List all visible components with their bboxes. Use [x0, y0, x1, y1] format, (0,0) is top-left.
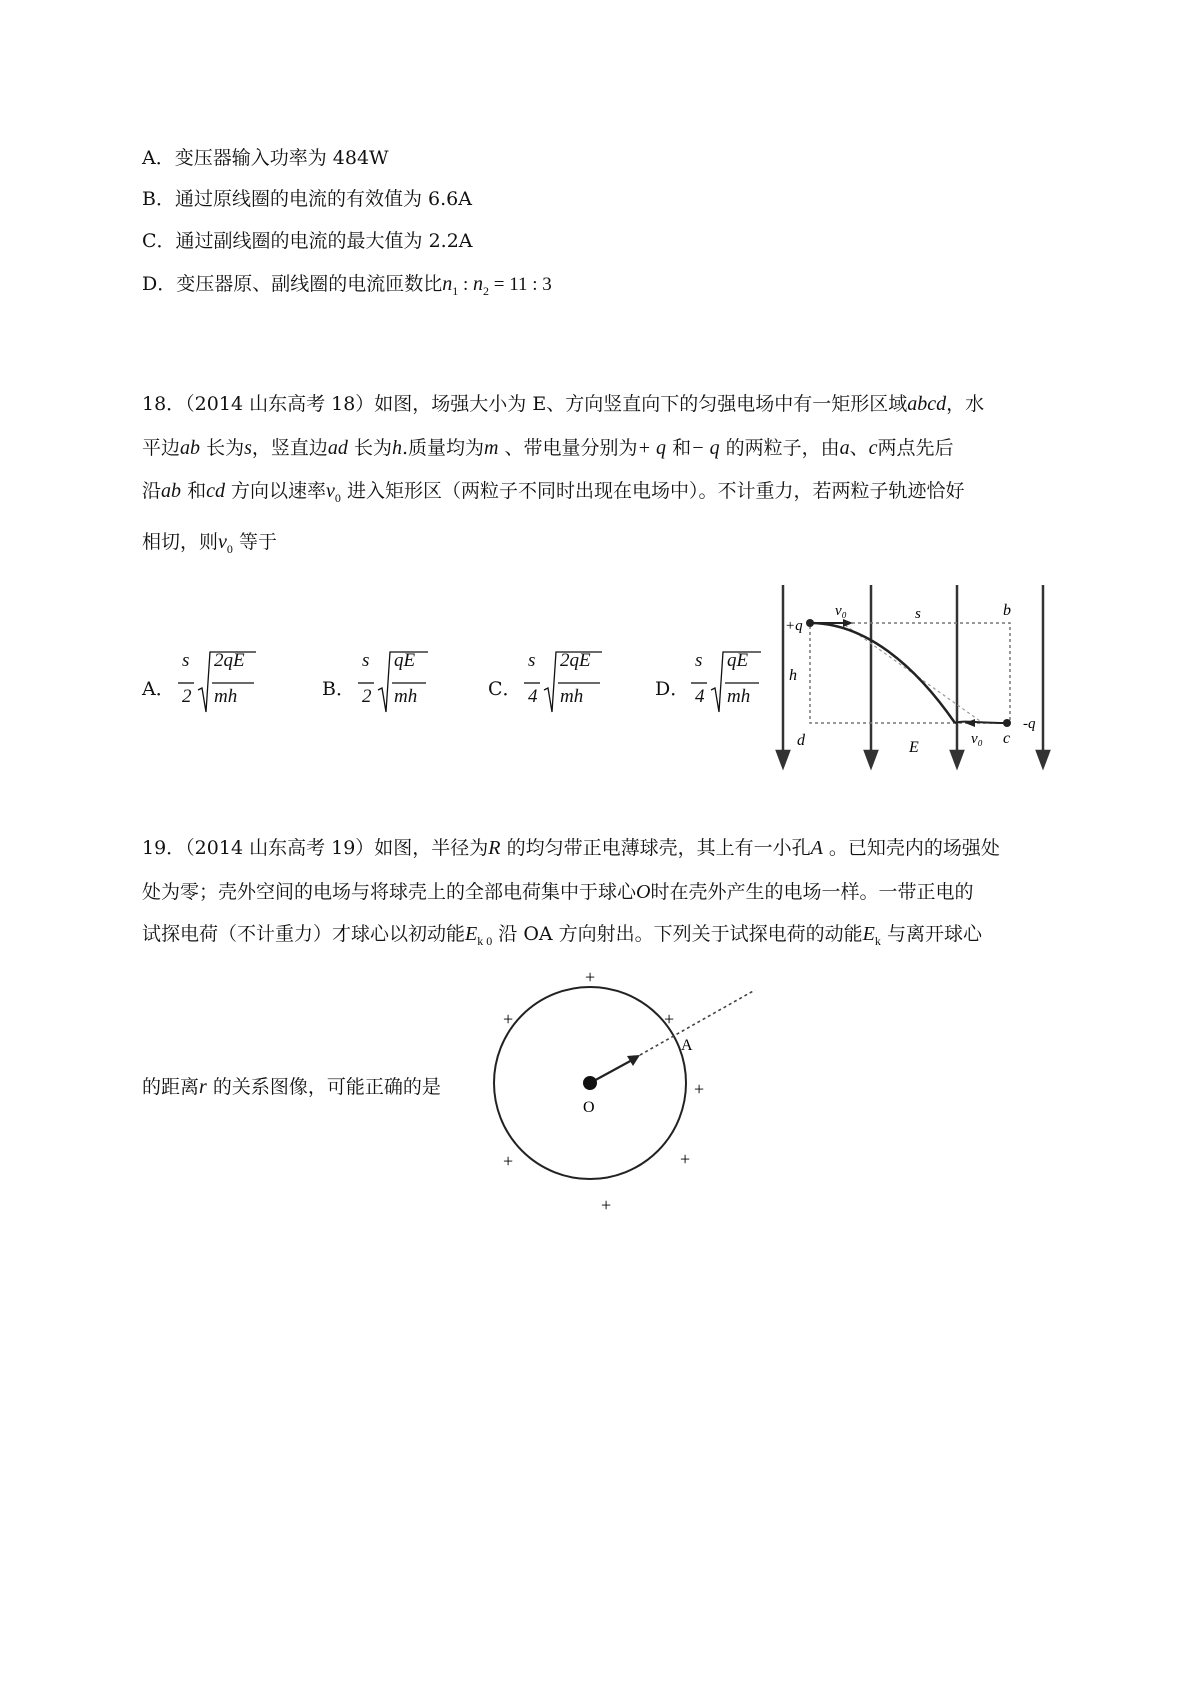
text: 沿 OA 方向射出。下列关于试探电荷的动能: [498, 923, 863, 945]
var-Ek: E: [862, 923, 875, 945]
choice-label: A．: [142, 678, 175, 700]
var-A: A: [810, 837, 823, 859]
var-a: a: [839, 437, 850, 459]
text: 长为: [206, 437, 245, 459]
q17-option-b: B．通过原线圈的电流的有效值为 6.6A: [142, 188, 472, 210]
choice-label: B．: [322, 678, 355, 700]
q17-option-c: C．通过副线圈的电流的最大值为 2.2A: [142, 230, 473, 252]
label-c: c: [1003, 730, 1011, 747]
radicand-denominator: mh: [560, 686, 584, 707]
label-O: O: [583, 1099, 595, 1116]
ratio-value: = 11 : 3: [489, 274, 552, 295]
text: 相切，则: [142, 531, 219, 553]
choice-label: C．: [488, 678, 522, 700]
var-m: m: [484, 437, 499, 459]
radicand-numerator: qE: [394, 650, 416, 671]
text: 长为: [353, 437, 392, 459]
q17-option-a: A．变压器输入功率为 484W: [142, 147, 389, 169]
plus-sign: +: [680, 1149, 691, 1169]
trajectory-minus-q: [955, 722, 1007, 723]
var-ab: ab: [180, 437, 201, 459]
text: 平边: [142, 437, 181, 459]
v0-arrow-bottom: [965, 719, 975, 727]
q18-line-3: [142, 479, 964, 505]
text: 的关系图像，可能正确的是: [212, 1076, 441, 1098]
q19-line-2: [142, 880, 973, 904]
ratio-colon: :: [458, 274, 474, 295]
center-O-dot: [583, 1076, 597, 1090]
text: 、: [849, 437, 869, 459]
var-ab: ab: [161, 480, 182, 502]
coef-numerator: s: [695, 650, 703, 671]
var-r: r: [199, 1076, 207, 1098]
var-E-sub: k 0: [477, 934, 493, 948]
var-v: v: [326, 480, 335, 502]
text: 沿: [142, 480, 162, 502]
text: 18．（2014 山东高考 18）如图，场强大小为 E、方向竖直向下的匀强电场中有一矩形区域: [142, 393, 908, 415]
var-abcd: abcd: [907, 393, 947, 415]
text: 的两粒子，由: [725, 437, 840, 459]
v0-arrow-top: [843, 619, 853, 627]
oa-extension-dashed: [640, 990, 755, 1055]
q19-line-1: [142, 836, 1000, 860]
var-O: O: [636, 881, 651, 903]
text: 和: [672, 437, 692, 459]
var-c: c: [868, 437, 878, 459]
text: 时在壳外产生的电场一样。一带正电的: [650, 881, 974, 903]
radicand-denominator: mh: [214, 686, 238, 707]
q18-line-1: [142, 392, 984, 416]
coef-numerator: s: [182, 650, 190, 671]
q19-line-3: [142, 922, 982, 948]
var-cd: cd: [206, 480, 225, 502]
plus-sign: +: [503, 1009, 514, 1029]
text: 处为零；壳外空间的电场与将球壳上的全部电荷集中于球心: [142, 881, 637, 903]
text: .质量均为: [401, 437, 484, 459]
radicand-denominator: mh: [727, 686, 751, 707]
plus-sign: +: [694, 1079, 705, 1099]
label-minus-q: -q: [1023, 716, 1036, 732]
var-v-sub: 0: [334, 491, 341, 505]
q18-figure: [775, 585, 1060, 785]
fraction-bars-and-radical: [488, 650, 628, 720]
coef-numerator: s: [362, 650, 370, 671]
text: 与离开球心: [886, 923, 982, 945]
text: ，竖直边: [251, 437, 328, 459]
q19-line-4: [142, 1075, 441, 1099]
var-plus-q: + q: [637, 437, 667, 459]
var-h: h: [391, 437, 402, 459]
label-d: d: [797, 732, 805, 749]
radicand-numerator: qE: [727, 650, 749, 671]
n2-sub: 2: [483, 284, 490, 298]
var-v: v: [218, 531, 227, 553]
radicand-denominator: mh: [394, 686, 418, 707]
text: 方向以速率: [231, 480, 327, 502]
q18-choice-c[interactable]: [488, 650, 638, 720]
text: 的均匀带正电薄球壳，其上有一小孔: [506, 837, 811, 859]
label-E: E: [909, 739, 919, 756]
text: 的距离: [142, 1076, 200, 1098]
velocity-arrow-head: [627, 1055, 640, 1066]
text: 、带电量分别为: [504, 437, 638, 459]
label-plus-q: +q: [785, 618, 803, 634]
q18-choice-a[interactable]: [142, 650, 292, 720]
label-v0-top: v₀: [835, 603, 847, 619]
q18-choice-b[interactable]: [322, 650, 472, 720]
q19-figure: [470, 955, 770, 1215]
n1: n: [442, 273, 453, 295]
var-minus-q: − q: [691, 437, 720, 459]
coef-denominator: 4: [695, 686, 705, 707]
label-s: s: [915, 606, 921, 622]
plus-sign: +: [503, 1151, 514, 1171]
var-s: s: [244, 437, 252, 459]
label-h: h: [789, 667, 797, 684]
q18-line-2: [142, 436, 954, 460]
text: 19．（2014 山东高考 19）如图，半径为: [142, 837, 489, 859]
var-ad: ad: [327, 437, 348, 459]
rectangle-abcd: [810, 623, 1010, 723]
q17-option-d: [142, 272, 552, 298]
text: 。已知壳内的场强处: [828, 837, 1000, 859]
var-v-sub: 0: [226, 542, 233, 556]
text: 和: [187, 480, 207, 502]
velocity-arrow-line: [590, 1059, 634, 1083]
label-v0-bottom: v₀: [971, 731, 983, 747]
var-R: R: [488, 837, 501, 859]
label-b: b: [1003, 602, 1011, 619]
text: 试探电荷（不计重力）才球心以初动能: [142, 923, 466, 945]
radicand-numerator: 2qE: [560, 650, 591, 671]
q18-line-4: [142, 530, 277, 556]
plus-sign: +: [664, 1009, 675, 1029]
var-Ek-sub: k: [874, 934, 881, 948]
text: ，水: [946, 393, 985, 415]
fraction-bars-and-radical: [655, 650, 795, 720]
plus-sign: +: [585, 967, 596, 987]
coef-denominator: 2: [182, 686, 192, 707]
coef-numerator: s: [528, 650, 536, 671]
text: 进入矩形区（两粒子不同时出现在电场中）。不计重力，若两粒子轨迹恰好: [346, 480, 965, 502]
n2: n: [473, 273, 484, 295]
point-c: [1003, 719, 1011, 727]
n1-sub: 1: [452, 284, 459, 298]
trajectory-plus-q: [810, 623, 955, 723]
coef-denominator: 2: [362, 686, 372, 707]
choice-label: D．: [655, 678, 690, 700]
point-a: [806, 619, 814, 627]
fraction-bars-and-radical: [322, 650, 462, 720]
label-A: A: [681, 1037, 693, 1054]
text: 等于: [238, 531, 277, 553]
q17-option-d-text: D．变压器原、副线圈的电流匝数比: [142, 273, 443, 295]
coef-denominator: 4: [528, 686, 538, 707]
var-E: E: [465, 923, 478, 945]
plus-sign: +: [601, 1195, 612, 1215]
text: 两点先后: [877, 437, 954, 459]
radicand-numerator: 2qE: [214, 650, 245, 671]
fraction-bars-and-radical: [142, 650, 282, 720]
